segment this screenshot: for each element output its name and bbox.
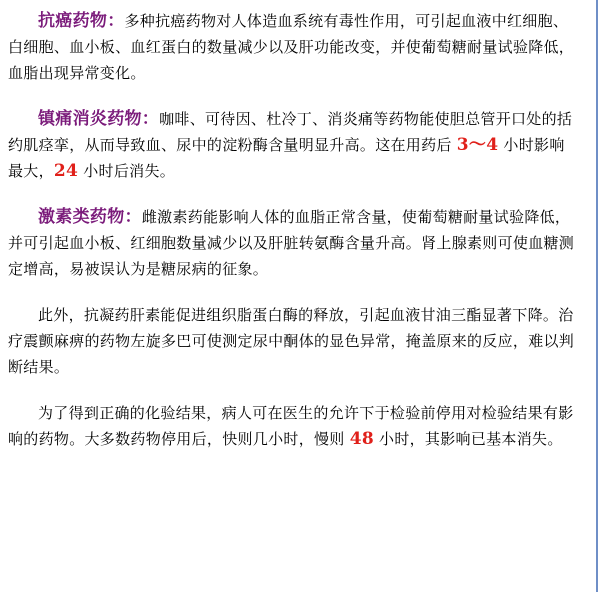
text-advice-a: 为了得到正确的化验结果，病人可在医生的允许下于检验前停用对检验结果有影响的药物。大多数药物停用后，快则几小时，慢则 — [8, 404, 574, 448]
paragraph-anticancer — [8, 8, 578, 86]
number-48: 48 — [349, 429, 374, 449]
heading-anticancer-drugs: 抗癌药物： — [38, 11, 125, 31]
heading-hormone-drugs: 激素类药物： — [38, 207, 142, 227]
heading-analgesic-drugs: 镇痛消炎药物： — [38, 109, 160, 129]
paragraph-hormone — [8, 204, 578, 282]
paragraph-advice — [8, 400, 578, 452]
text-analgesic-c: 小时后消失。 — [83, 162, 176, 180]
page-right-border — [596, 0, 598, 592]
paragraph-other — [8, 302, 578, 380]
text-analgesic-a: 咖啡、可待因、杜冷丁、消炎痛等药物能使胆总管开口处的括约肌痉挛，从而导致血、尿中的淀粉酶含量明显升高。这在用药后 — [8, 110, 573, 154]
number-hours-range: 3～4 — [456, 135, 499, 155]
text-anticancer: 多种抗癌药物对人体造血系统有毒性作用，可引起血液中红细胞、白细胞、血小板、血红蛋白的数量减少以及肝功能改变，并使葡萄糖耐量试验降低，血脂出现异常变化。 — [8, 12, 575, 82]
paragraph-analgesic — [8, 106, 578, 184]
text-advice-b: 小时，其影响已基本消失。 — [379, 430, 563, 448]
text-analgesic-b: 小时影响最大， — [8, 136, 565, 180]
text-hormone: 雌激素药能影响人体的血脂正常含量，使葡萄糖耐量试验降低，并可引起血小板、红细胞数量减少以及肝脏转氨酶含量升高。肾上腺素则可使血糖测定增高，易被误认为是糖尿病的征象。 — [8, 208, 575, 278]
number-24: 24 — [53, 161, 79, 181]
text-other: 此外，抗凝药肝素能促进组织脂蛋白酶的释放，引起血液甘油三酯显著下降。治疗震颤麻痹的药物左旋多巴可使测定尿中酮体的显色异常，掩盖原来的反应，难以判断结果。 — [8, 306, 575, 376]
